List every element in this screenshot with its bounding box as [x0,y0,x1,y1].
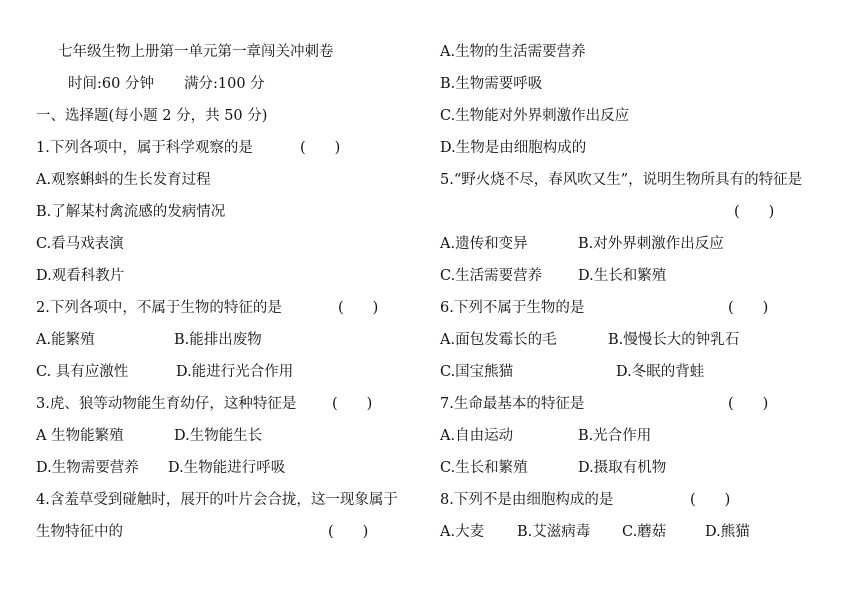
section-heading: 一、选择题(每小题 2 分，共 50 分) [36,108,268,124]
q5-answer-blank: ( ) [734,204,775,220]
q2-stem: 2.下列各项中，不属于生物的特征的是 [36,300,282,316]
full-score: 满分:100 分 [184,76,265,92]
q6-option-d: D.冬眠的背蛙 [616,364,705,380]
q1-option-b: B.了解某村禽流感的发病情况 [36,204,226,220]
q5-stem: 5.“野火烧不尽，春风吹又生”，说明生物所具有的特征是 [440,172,803,188]
q6-option-c: C.国宝熊猫 [440,364,514,380]
q8-option-d: D.熊猫 [705,524,750,540]
q3-option-a: A 生物能繁殖 [36,428,124,444]
q2-option-d: D.能进行光合作用 [176,364,294,380]
q5-option-b: B.对外界刺激作出反应 [578,236,724,252]
q2-option-b: B.能排出废物 [174,332,262,348]
q2-option-a: A.能繁殖 [36,332,95,348]
q5-option-a: A.遗传和变异 [440,236,528,252]
q4-option-d: D.生物是由细胞构成的 [440,140,587,156]
q4-answer-blank: ( ) [328,524,369,540]
q4-stem-line1: 4.含羞草受到碰触时，展开的叶片会合拢，这一现象属于 [36,492,398,508]
q2-option-c: C. 具有应激性 [36,364,129,380]
q7-option-d: D.摄取有机物 [578,460,667,476]
q1-option-d: D.观看科教片 [36,268,125,284]
q7-option-b: B.光合作用 [578,428,652,444]
q7-stem: 7.生命最基本的特征是 [440,396,585,412]
q5-option-d: D.生长和繁殖 [578,268,667,284]
q4-option-c: C.生物能对外界刺激作出反应 [440,108,630,124]
q8-answer-blank: ( ) [690,492,731,508]
q7-option-a: A.自由运动 [440,428,514,444]
q7-option-c: C.生长和繁殖 [440,460,528,476]
q5-option-c: C.生活需要营养 [440,268,543,284]
q8-stem: 8.下列不是由细胞构成的是 [440,492,614,508]
q2-answer-blank: ( ) [338,300,379,316]
q4-option-b: B.生物需要呼吸 [440,76,543,92]
q3-option-b: D.生物能生长 [174,428,263,444]
q6-stem: 6.下列不属于生物的是 [440,300,585,316]
q3-option-c: D.生物需要营养 [36,460,139,476]
q3-stem: 3.虎、狼等动物能生育幼仔，这种特征是 [36,396,297,412]
exam-title: 七年级生物上册第一单元第一章闯关冲刺卷 [58,44,334,60]
q1-stem: 1.下列各项中，属于科学观察的是 [36,140,253,156]
q3-answer-blank: ( ) [332,396,373,412]
q1-option-a: A.观察蝌蚪的生长发育过程 [36,172,211,188]
q8-option-b: B.艾滋病毒 [517,524,591,540]
q6-option-b: B.慢慢长大的钟乳石 [608,332,740,348]
q1-answer-blank: ( ) [300,140,341,156]
q6-answer-blank: ( ) [728,300,769,316]
q8-option-c: C.蘑菇 [622,524,667,540]
q7-answer-blank: ( ) [728,396,769,412]
q4-stem-line2: 生物特征中的 [36,524,123,540]
time-limit: 时间:60 分钟 [68,76,154,92]
q4-option-a: A.生物的生活需要营养 [440,44,586,60]
q8-option-a: A.大麦 [440,524,485,540]
q6-option-a: A.面包发霉长的毛 [440,332,557,348]
q3-option-d: D.生物能进行呼吸 [168,460,286,476]
q1-option-c: C.看马戏表演 [36,236,124,252]
